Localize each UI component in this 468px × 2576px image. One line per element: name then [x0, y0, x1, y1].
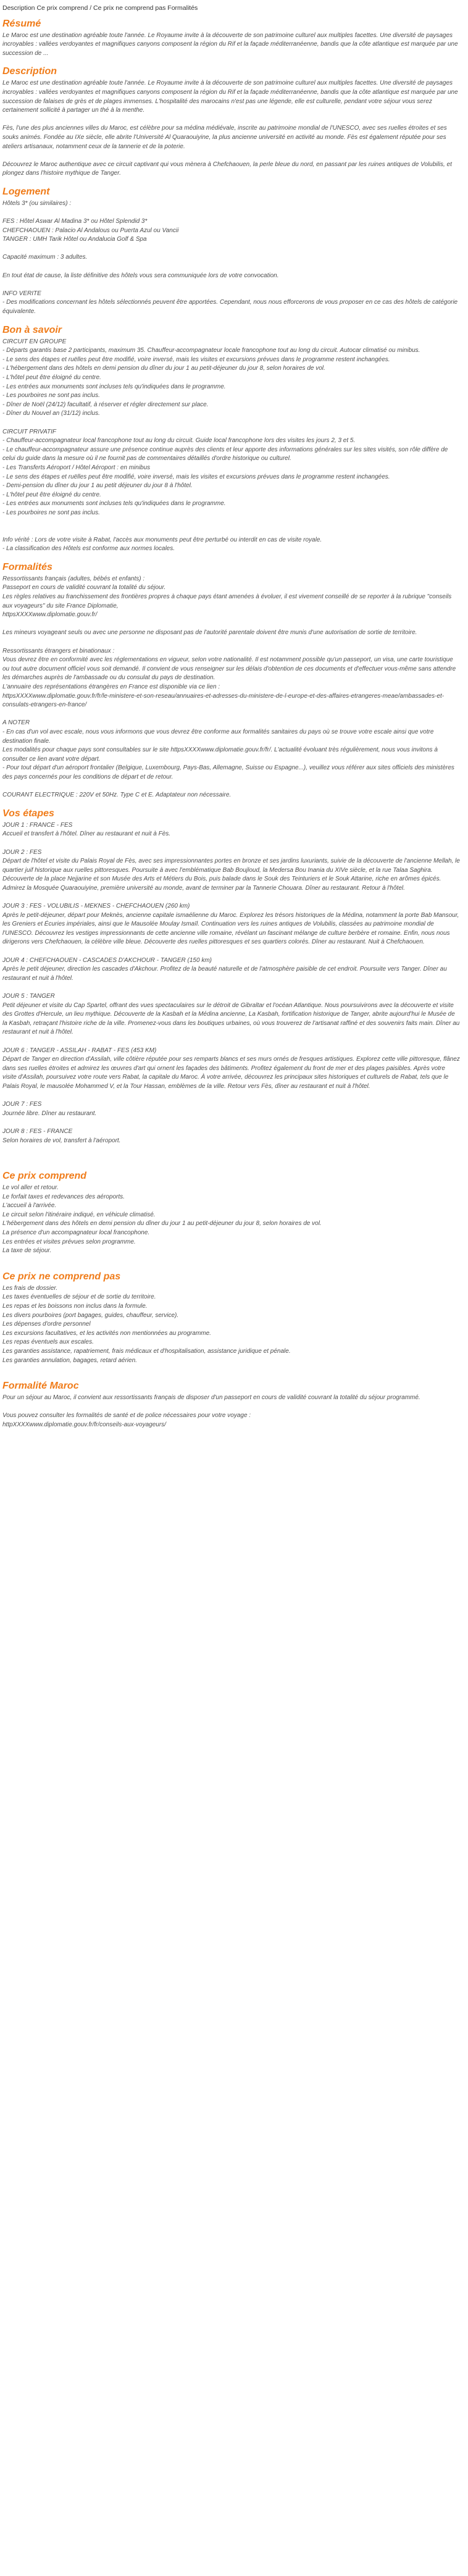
- text-line: Après le petit-déjeuner, départ pour Meknès, ancienne capitale ismaélienne du Maroc. Explorez les trésors historiques de la Médina, notamment la porte Bab Mansour, les Greniers et Écuries impériales, ainsi que le Mausolée Moulay Ismaïl. Continuation vers les ruines antiques de Volubilis, classées au patrimoine mondial de l'UNESCO. Découvrez les vestiges impressionnants de cette ancienne ville romaine, révélant un fascinant mélange de culture berbère et romaine. Enfin, nous nous dirigerons vers Chefchaouen, la célèbre ville bleue. Découverte des ruelles pittoresques et ses quartiers colorés. Dîner au restaurant. Nuit à Chefchaouen.: [2, 911, 459, 946]
- text-line: Passeport en cours de validité couvrant la totalité du séjour.: [2, 584, 166, 592]
- blank-line: [2, 419, 461, 428]
- section-heading: Logement: [2, 186, 50, 197]
- text-line: Les divers pourboires (port bagages, guides, chauffeur, service).: [2, 1311, 179, 1319]
- section-description: [2, 65, 461, 178]
- text-line: - La classification des Hôtels est conforme aux normes locales.: [2, 545, 175, 553]
- text-line: Les repas et les boissons non inclus dans la formule.: [2, 1303, 148, 1310]
- link-text[interactable]: httpXXXXwww.diplomatie.gouv.fr/fr/conseils-aux-voyageurs/: [2, 1421, 166, 1428]
- blank-line: [2, 151, 461, 161]
- text-line: Le forfait taxes et redevances des aéroports.: [2, 1193, 125, 1200]
- section-heading: Ce prix comprend: [2, 1171, 87, 1182]
- text-line: - Pour tout départ d'un aéroport frontalier (Belgique, Luxembourg, Pays-Bas, Allemagne, Suisse ou Espagne...), veuillez vous référer aux sites officiels des ministères des pays concernés pour les conditions de départ et de retour.: [2, 764, 454, 780]
- blank-line: [2, 1092, 461, 1101]
- text-line: Capacité maximum : 3 adultes.: [2, 254, 88, 261]
- text-line: Départ de Tanger en direction d'Assilah, ville côtière réputée pour ses remparts blancs et ses murs ornés de fresques artistiques. Explorez cette ville pittoresque, flânez dans ses ruelles étroites et admirez les œuvres d'art qui ornent les façades des bâtiments. Profitez également du front de mer et des plages paisibles. Après votre visite d'Assilah, poursuivez votre route vers Rabat, la capitale du Maroc. À votre arrivée, découvrez les principaux sites historiques et culturels de Rabat, tels que le Palais Royal, le mausolée Mohammed V, et la Tour Hassan, emblèmes de la ville. Retour vers Fès, dîner au restaurant et nuit à l'hôtel.: [2, 1056, 460, 1090]
- section-vos-etapes: [2, 808, 461, 1145]
- blank-line: [2, 262, 461, 272]
- text-line: Info vérité : Lors de votre visite à Rabat, l'accès aux monuments peut être perturbé ou interdit en cas de visite royale.: [2, 536, 322, 543]
- text-line: Journée libre. Dîner au restaurant.: [2, 1110, 97, 1117]
- section-heading: Ce prix ne comprend pas: [2, 1271, 121, 1282]
- text-line: Le circuit selon l'itinéraire indiqué, en véhicule climatisé.: [2, 1211, 156, 1218]
- text-line: Vous pouvez consulter les formalités de santé et de police nécessaires pour votre voyage :: [2, 1412, 251, 1420]
- text-line: - Chauffeur-accompagnateur local francophone tout au long du circuit. Guide local francophone lors des visites les jours 2, 3 et 5.: [2, 437, 356, 445]
- section-bon-a-savoir: [2, 324, 461, 554]
- text-line: CIRCUIT EN GROUPE: [2, 338, 67, 345]
- text-line: Les taxes éventuelles de séjour et de sortie du territoire.: [2, 1294, 156, 1301]
- text-line: Le Maroc est une destination agréable toute l'année. Le Royaume invite à la découverte de son patrimoine culturel aux multiples facettes. Une diversité de paysages incroyables : vallées verdoyantes et magnifiques canyons composent la région du Rif et la façade méditerranéenne, bandis que la côte atlantique est marquée par une succession de ...: [2, 31, 458, 57]
- section-resume: [2, 18, 461, 59]
- text-line: - Dîner du Nouvel an (31/12) inclus.: [2, 410, 100, 417]
- text-line: JOUR 6 : TANGER - ASSILAH - RABAT - FES (453 KM): [2, 1047, 157, 1054]
- text-line: Les excursions facultatives, et les activités non mentionnées au programme.: [2, 1329, 211, 1337]
- section-ce-prix-comprend: [2, 1170, 461, 1256]
- sections-container: [2, 18, 461, 1430]
- blank-line: [2, 245, 461, 254]
- section-formalites: [2, 561, 461, 800]
- text-line: - En cas d'un vol avec escale, nous vous informons que vous devrez être conforme aux formalités sanitaires du pays où se trouve votre escale ainsi que votre destination finale.: [2, 728, 434, 745]
- text-line: Pour un séjour au Maroc, il convient aux ressortissants français de disposer d'un passeport en cours de validité couvrant la totalité du séjour programmé.: [2, 1394, 420, 1402]
- text-line: JOUR 3 : FES - VOLUBILIS - MEKNES - CHEFCHAOUEN (260 km): [2, 903, 190, 910]
- text-line: Accueil et transfert à l'hôtel. Dîner au restaurant et nuit à Fès.: [2, 830, 171, 838]
- text-line: Ressortissants français (adultes, bébés et enfants) :: [2, 575, 145, 582]
- section-formalite-maroc: [2, 1380, 461, 1429]
- blank-line: [2, 115, 461, 125]
- text-line: Le Maroc est une destination agréable toute l'année. Le Royaume invite à la découverte de son patrimoine culturel aux multiples facettes. Une diversité de paysages incroyables : vallées verdoyantes et magnifiques canyons composent la région du Rif et la façade méditerranéenne, bandis que la côte atlantique est marquée par une succession de falaises de grès et de plages immenses. L'hospitalité des marocains n'est pas une légende, elle est culturelle, pendant votre séjour vous serez certainement sollicité à partager un thé à la menthe.: [2, 80, 458, 114]
- blank-line: [2, 527, 461, 536]
- text-line: JOUR 2 : FES: [2, 848, 42, 856]
- text-line: - Dîner de Noël (24/12) facultatif, à réserver et régler directement sur place.: [2, 401, 209, 408]
- link-text[interactable]: httpsXXXXwww.diplomatie.gouv.fr/: [2, 611, 98, 619]
- text-line: JOUR 5 : TANGER: [2, 993, 55, 1000]
- text-line: La taxe de séjour.: [2, 1247, 52, 1255]
- blank-line: [2, 1403, 461, 1412]
- text-line: - Le chauffeur-accompagnateur assure une présence continue auprès des clients et leur apporte des informations générales sur les sites visités, son rôle diffère de celui du guide dans la mesure où il ne fournit pas de commentaires détaillés d'ordre historique ou culturel.: [2, 446, 448, 462]
- text-line: Les dépenses d'ordre personnel: [2, 1321, 91, 1328]
- text-line: Les modalités pour chaque pays sont consultables sur le site httpsXXXXwww.diplomatie.gouv.fr/fr/. L'actualité évoluant très régulièrement, nous vous invitons à consulter ce lien avant votre départ.: [2, 746, 438, 763]
- text-line: JOUR 8 : FES - FRANCE: [2, 1127, 73, 1135]
- blank-line: [2, 209, 461, 218]
- blank-line: [2, 1118, 461, 1127]
- text-line: L'accueil à l'arrivée.: [2, 1202, 57, 1210]
- blank-line: [2, 710, 461, 719]
- text-line: - Demi-pension du dîner du jour 1 au petit déjeuner du jour 8 à l'hôtel.: [2, 482, 193, 490]
- text-line: - L'hébergement dans des hôtels en demi pension du dîner du jour 1 au petit-déjeuner du jour 8, selon horaires de vol.: [2, 365, 325, 372]
- text-line: - L'hôtel peut être éloigné du centre.: [2, 491, 101, 498]
- text-line: Hôtels 3* (ou similaires) :: [2, 199, 72, 207]
- text-line: Vous devrez être en conformité avec les réglementations en vigueur, selon votre nationalité. Il est notamment possible qu'un passeport, un visa, une carte touristique ou tout autre document officiel vous soit demandé. Il convient de vous renseigner sur les délais d'obtention de ces documents et d'effectuer vous-même sans attendre les démarches auprès de l'ambassade ou du consulat du pays de destination.: [2, 656, 456, 682]
- blank-line: [2, 638, 461, 647]
- text-line: - Des modifications concernant les hôtels sélectionnés peuvent être apportées. Cependant, nous nous efforcerons de vous proposer en ce cas des hôtels de catégorie équivalente.: [2, 299, 458, 316]
- blank-line: [2, 893, 461, 902]
- text-line: COURANT ELECTRIQUE : 220V et 50Hz. Type C et E. Adaptateur non nécessaire.: [2, 792, 232, 799]
- text-line: Découvrez le Maroc authentique avec ce circuit captivant qui vous mènera à Chefchaouen, la perle bleue du nord, en passant par les ruines antiques de Volubilis, et plongez dans l'histoire mythique de Tanger.: [2, 161, 452, 177]
- text-line: JOUR 7 : FES: [2, 1101, 42, 1108]
- text-line: Les règles relatives au franchissement des frontières propres à chaque pays étant amenées à évoluer, il est vivement conseillé de se reporter à la rubrique "conseils aux voyageurs" du site France Diplomatie,: [2, 593, 452, 609]
- text-line: Le vol aller et retour.: [2, 1184, 59, 1192]
- text-line: Petit déjeuner et visite du Cap Spartel, offrant des vues spectaculaires sur le détroit de Gibraltar et l'océan Atlantique. Nous poursuivirons avec la découverte et visite des Grottes d'Hercule, un lieu mythique. Découverte de la Kasbah et la Médina ancienne, La Kasbah, fortification historique de Tanger, abrite aujourd'hui le Musée de la Kasbah, retraçant l'histoire riche de la ville. Promenez-vous dans les boutiques urbaines, où vous trouverez de l'artisanat raffiné et des souvenirs faits main. Dîner au restaurant et nuit à l'hôtel.: [2, 1002, 460, 1036]
- blank-line: [2, 280, 461, 290]
- blank-line: [2, 947, 461, 956]
- section-ce-prix-ne-comprend-pas: [2, 1271, 461, 1365]
- text-line: L'hébergement dans des hôtels en demi pension du dîner du jour 1 au petit-déjeuner du jour 8, selon horaires de vol.: [2, 1220, 322, 1227]
- text-line: Les entrées et visites prévues selon programme.: [2, 1238, 136, 1245]
- text-line: Les garanties annulation, bagages, retard aérien.: [2, 1357, 137, 1364]
- text-line: - Les pourboires ne sont pas inclus.: [2, 392, 100, 399]
- text-line: - Les pourboires ne sont pas inclus.: [2, 509, 100, 516]
- text-line: FES : Hôtel Aswar Al Madina 3* ou Hôtel Splendid 3*: [2, 218, 148, 225]
- text-line: La présence d'un accompagnateur local francophone.: [2, 1229, 150, 1237]
- section-heading: Formalité Maroc: [2, 1381, 79, 1392]
- text-line: Départ de l'hôtel et visite du Palais Royal de Fès, avec ses impressionnantes portes en bronze et ses jardins luxuriants, suivie de la découverte de l'ancienne Mellah, le quartier juif historique aux ruelles pittoresques. Poursuite à avec l'emblématique Bab Boujloud, la Medersa Bou Inania du XIVe siècle, et la rue Talaa Saghira. Découverte de la place Nejjarine et son Musée des Arts et Métiers du Bois, puis balade dans le Souk des Teinturiers et le Souk Attarine, riche en arômes épicés. Admirez la Mosquée Quaraouiyine, première université au monde, avant de terminer par la Tannerie Chouara. Dîner au restaurant. Retour à l'hôtel.: [2, 858, 460, 892]
- text-line: Les frais de dossier.: [2, 1284, 58, 1292]
- tab-navigation[interactable]: Description Ce prix comprend / Ce prix ne comprend pas Formalités: [2, 4, 198, 12]
- text-line: CIRCUIT PRIVATIF: [2, 428, 57, 435]
- blank-line: [2, 983, 461, 992]
- text-line: Après le petit déjeuner, direction les cascades d'Akchour. Profitez de la beauté naturelle et de l'atmosphère paisible de cet endroit. Poursuite vers Tanger. Dîner au restaurant et nuit à l'hôtel.: [2, 966, 447, 982]
- section-heading: Bon à savoir: [2, 324, 62, 335]
- text-line: A NOTER: [2, 719, 30, 727]
- text-line: Les repas éventuels aux escales.: [2, 1339, 94, 1346]
- section-logement: [2, 186, 461, 317]
- section-heading: Résumé: [2, 18, 41, 29]
- text-line: - Le sens des étapes et ruëlles peut être modifié, voire inversé, mais les visites et excursions prévues dans le programme restent inchangées.: [2, 356, 390, 363]
- text-line: - Le sens des étapes et ruëlles peut être modifié, voire inversé, mais les visites et excursions prévues dans le programme restent inchangées.: [2, 473, 390, 480]
- text-line: JOUR 1 : FRANCE - FES: [2, 821, 73, 829]
- blank-line: [2, 620, 461, 629]
- blank-line: [2, 1037, 461, 1047]
- section-heading: Formalités: [2, 561, 52, 572]
- text-line: L'annuaire des représentations étrangères en France est disponible via ce lien :: [2, 684, 220, 690]
- text-line: Fès, l'une des plus anciennes villes du Maroc, est célèbre pour sa médina médiévale, inscrite au patrimoine mondial de l'UNESCO, avec ses ruelles étroites et ses souks animés. Fondée au IXe siècle, elle abrite l'Université Al Quaraouiyine, la plus ancienne université en activité au monde. Fès est également réputée pour ses ateliers artisanaux, notamment ceux de la tannerie et de la poterie.: [2, 125, 447, 150]
- text-line: - Les Transferts Aéroport / Hôtel Aéroport : en minibus: [2, 464, 151, 471]
- text-line: INFO VERITE: [2, 290, 41, 297]
- blank-line: [2, 782, 461, 792]
- text-line: En tout état de cause, la liste définitive des hôtels vous sera communiquée lors de votre convocation.: [2, 272, 279, 279]
- text-line: TANGER : UMH Tarik Hôtel ou Andalucia Golf & Spa: [2, 236, 147, 243]
- text-line: - Les entrées aux monuments sont incluses tels qu'indiquées dans le programme.: [2, 383, 226, 390]
- text-line: - Départs garantis base 2 participants, maximum 35. Chauffeur-accompagnateur locale francophone tout au long du circuit. Autocar climatisé ou minibus.: [2, 347, 420, 354]
- blank-line: [2, 518, 461, 527]
- text-line: JOUR 4 : CHEFCHAOUEN - CASCADES D'AKCHOUR - TANGER (150 km): [2, 956, 212, 964]
- text-line: - L'hôtel peut être éloigné du centre.: [2, 374, 101, 381]
- link-text[interactable]: httpsXXXXwww.diplomatie.gouv.fr/fr/le-ministere-et-son-reseau/annuaires-et-adresses-du-ministere-de-l-europe-et-des-affaires-etrangeres-meae/ambassades-et-consulats-etrangers-en-france/: [2, 692, 445, 709]
- text-line: - Les entrées aux monuments sont incluses tels qu'indiquées dans le programme.: [2, 500, 226, 508]
- section-heading: Vos étapes: [2, 808, 54, 819]
- text-line: Les garanties assistance, rapatriement, frais médicaux et d'hospitalisation, assistance juridique et pénale.: [2, 1348, 291, 1355]
- section-heading: Description: [2, 66, 57, 77]
- blank-line: [2, 839, 461, 848]
- text-line: Les mineurs voyageant seuls ou avec une personne ne disposant pas de l'autorité parentale doivent être munis d'une autorisation de sortie de territoire.: [2, 629, 417, 637]
- text-line: CHEFCHAOUEN : Palacio Al Andalous ou Puerta Azul ou Vancii: [2, 227, 179, 234]
- text-line: Ressortissants étrangers et binationaux :: [2, 647, 115, 654]
- text-line: Selon horaires de vol, transfert à l'aéroport.: [2, 1137, 121, 1144]
